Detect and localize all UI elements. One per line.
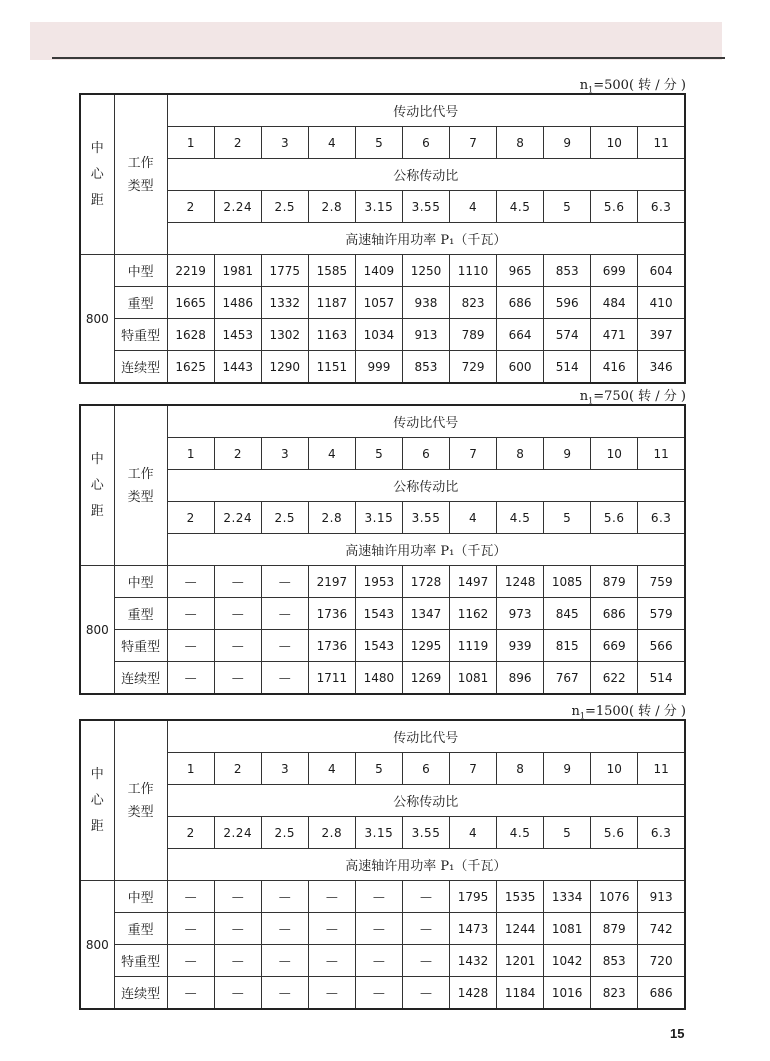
power-value-cell: — xyxy=(261,881,308,913)
power-value-cell: — xyxy=(402,881,449,913)
speed-label xyxy=(580,385,686,406)
speed-value: =750( 转 / 分 ) xyxy=(593,389,686,404)
nominal-ratio-cell: 2.5 xyxy=(261,817,308,849)
power-value-cell: — xyxy=(214,630,261,662)
page-number: 15 xyxy=(670,1026,685,1041)
power-value-cell: — xyxy=(167,945,214,977)
power-value-cell: — xyxy=(167,566,214,598)
power-table-block xyxy=(79,389,686,695)
power-value-cell: 514 xyxy=(638,662,685,695)
power-value-cell: 965 xyxy=(497,255,544,287)
ratio-code-cell: 6 xyxy=(402,127,449,159)
power-value-cell: 1163 xyxy=(308,319,355,351)
power-value-cell: 416 xyxy=(591,351,638,384)
power-value-cell: — xyxy=(308,945,355,977)
power-value-cell: 823 xyxy=(591,977,638,1010)
work-type-label-part: 类型 xyxy=(127,804,154,820)
speed-label xyxy=(580,74,686,95)
center-distance-value: 800 xyxy=(80,881,114,1010)
power-value-cell: 1184 xyxy=(497,977,544,1010)
header-ratio-code: 传动比代号 xyxy=(167,720,685,753)
ratio-code-cell: 7 xyxy=(450,438,497,470)
power-value-cell: — xyxy=(214,977,261,1010)
nominal-ratio-cell: 4 xyxy=(450,817,497,849)
ratio-code-cell: 2 xyxy=(214,127,261,159)
power-value-cell: 879 xyxy=(591,913,638,945)
power-value-cell: — xyxy=(167,881,214,913)
power-value-cell: — xyxy=(214,566,261,598)
nominal-ratio-cell: 4 xyxy=(450,191,497,223)
power-value-cell: 669 xyxy=(591,630,638,662)
power-value-cell: 1543 xyxy=(355,630,402,662)
power-value-cell: — xyxy=(167,977,214,1010)
ratio-code-cell: 5 xyxy=(355,438,402,470)
power-value-cell: 579 xyxy=(638,598,685,630)
table-row xyxy=(80,945,685,977)
work-type-cell: 重型 xyxy=(114,913,167,945)
ratio-code-cell: 1 xyxy=(167,753,214,785)
power-value-cell: — xyxy=(261,913,308,945)
power-value-cell: 742 xyxy=(638,913,685,945)
ratio-code-cell: 11 xyxy=(638,127,685,159)
work-type-label-part: 工作 xyxy=(127,781,154,797)
ratio-code-cell: 2 xyxy=(214,753,261,785)
work-type-cell: 连续型 xyxy=(114,662,167,695)
power-value-cell: 514 xyxy=(544,351,591,384)
center-distance-char: 距 xyxy=(90,503,104,519)
ratio-code-cell: 10 xyxy=(591,438,638,470)
nominal-ratio-cell: 5 xyxy=(544,191,591,223)
header-allowable-power: 高速轴许用功率 P₁（千瓦） xyxy=(167,849,685,881)
power-value-cell: 853 xyxy=(544,255,591,287)
table-row xyxy=(80,977,685,1010)
nominal-ratio-cell: 2.5 xyxy=(261,191,308,223)
power-value-cell: 823 xyxy=(450,287,497,319)
work-type-cell: 连续型 xyxy=(114,977,167,1010)
nominal-ratio-cell: 2.5 xyxy=(261,502,308,534)
power-value-cell: — xyxy=(308,881,355,913)
center-distance-char: 心 xyxy=(90,792,104,808)
power-value-cell: 1432 xyxy=(450,945,497,977)
work-type-cell: 特重型 xyxy=(114,630,167,662)
power-value-cell: 1081 xyxy=(450,662,497,695)
power-value-cell: 913 xyxy=(638,881,685,913)
power-value-cell: 1151 xyxy=(308,351,355,384)
power-value-cell: 1302 xyxy=(261,319,308,351)
power-value-cell: 566 xyxy=(638,630,685,662)
speed-value: =500( 转 / 分 ) xyxy=(593,78,686,93)
work-type-cell: 中型 xyxy=(114,566,167,598)
power-value-cell: — xyxy=(261,977,308,1010)
power-value-cell: 622 xyxy=(591,662,638,695)
table-row xyxy=(80,351,685,384)
ratio-code-cell: 1 xyxy=(167,438,214,470)
power-value-cell: 1076 xyxy=(591,881,638,913)
power-value-cell: — xyxy=(261,945,308,977)
power-value-cell: — xyxy=(214,945,261,977)
work-type-cell: 重型 xyxy=(114,598,167,630)
power-value-cell: — xyxy=(261,598,308,630)
ratio-code-cell: 5 xyxy=(355,753,402,785)
power-table xyxy=(79,719,686,1010)
header-ratio-code: 传动比代号 xyxy=(167,94,685,127)
power-value-cell: 1728 xyxy=(402,566,449,598)
speed-prefix: n xyxy=(579,389,589,404)
center-distance-char: 距 xyxy=(90,818,104,834)
header-nominal-ratio: 公称传动比 xyxy=(167,470,685,502)
power-value-cell: 815 xyxy=(544,630,591,662)
table-row xyxy=(80,630,685,662)
power-value-cell: — xyxy=(402,977,449,1010)
ratio-code-cell: 6 xyxy=(402,753,449,785)
power-value-cell: 1625 xyxy=(167,351,214,384)
ratio-code-cell: 10 xyxy=(591,127,638,159)
nominal-ratio-cell: 3.15 xyxy=(355,191,402,223)
power-value-cell: 789 xyxy=(450,319,497,351)
nominal-ratio-cell: 5.6 xyxy=(591,817,638,849)
work-type-label-part: 工作 xyxy=(127,466,154,482)
work-type-label-part: 工作 xyxy=(127,155,154,171)
power-value-cell: — xyxy=(308,913,355,945)
power-value-cell: 938 xyxy=(402,287,449,319)
power-value-cell: 973 xyxy=(497,598,544,630)
power-value-cell: 1443 xyxy=(214,351,261,384)
power-value-cell: 853 xyxy=(591,945,638,977)
power-value-cell: 999 xyxy=(355,351,402,384)
power-value-cell: 600 xyxy=(497,351,544,384)
power-value-cell: — xyxy=(167,598,214,630)
ratio-code-cell: 3 xyxy=(261,127,308,159)
power-value-cell: — xyxy=(355,977,402,1010)
ratio-code-cell: 5 xyxy=(355,127,402,159)
power-table-block xyxy=(79,704,686,1010)
power-table xyxy=(79,93,686,384)
power-value-cell: — xyxy=(214,913,261,945)
ratio-code-cell: 11 xyxy=(638,438,685,470)
power-value-cell: 1332 xyxy=(261,287,308,319)
power-value-cell: 879 xyxy=(591,566,638,598)
nominal-ratio-cell: 4 xyxy=(450,502,497,534)
work-type-cell: 中型 xyxy=(114,255,167,287)
speed-value: =1500( 转 / 分 ) xyxy=(584,704,686,719)
power-value-cell: 1162 xyxy=(450,598,497,630)
ratio-code-cell: 11 xyxy=(638,753,685,785)
power-value-cell: — xyxy=(214,662,261,695)
power-value-cell: 896 xyxy=(497,662,544,695)
power-value-cell: 1081 xyxy=(544,913,591,945)
work-type-label-part: 类型 xyxy=(127,178,154,194)
power-table-block xyxy=(79,78,686,384)
ratio-code-cell: 8 xyxy=(497,438,544,470)
power-value-cell: 1248 xyxy=(497,566,544,598)
power-value-cell: 1269 xyxy=(402,662,449,695)
power-value-cell: 410 xyxy=(638,287,685,319)
header-nominal-ratio: 公称传动比 xyxy=(167,785,685,817)
nominal-ratio-cell: 2 xyxy=(167,502,214,534)
center-distance-label xyxy=(80,405,114,566)
power-value-cell: 759 xyxy=(638,566,685,598)
nominal-ratio-cell: 5 xyxy=(544,502,591,534)
center-distance-label xyxy=(80,720,114,881)
power-value-cell: 729 xyxy=(450,351,497,384)
center-distance-value: 800 xyxy=(80,255,114,384)
power-value-cell: — xyxy=(308,977,355,1010)
ratio-code-cell: 9 xyxy=(544,753,591,785)
power-value-cell: 1711 xyxy=(308,662,355,695)
center-distance-value: 800 xyxy=(80,566,114,695)
ratio-code-cell: 1 xyxy=(167,127,214,159)
ratio-code-cell: 7 xyxy=(450,753,497,785)
nominal-ratio-cell: 2.8 xyxy=(308,502,355,534)
work-type-cell: 重型 xyxy=(114,287,167,319)
speed-subscript: 1 xyxy=(588,396,594,406)
power-value-cell: 397 xyxy=(638,319,685,351)
center-distance-char: 中 xyxy=(90,451,104,467)
header-ratio-code: 传动比代号 xyxy=(167,405,685,438)
ratio-code-cell: 10 xyxy=(591,753,638,785)
power-value-cell: 1775 xyxy=(261,255,308,287)
power-value-cell: 939 xyxy=(497,630,544,662)
table-row xyxy=(80,598,685,630)
power-value-cell: 1628 xyxy=(167,319,214,351)
power-value-cell: 1034 xyxy=(355,319,402,351)
power-value-cell: 1334 xyxy=(544,881,591,913)
nominal-ratio-cell: 6.3 xyxy=(638,191,685,223)
ratio-code-cell: 7 xyxy=(450,127,497,159)
power-value-cell: 1453 xyxy=(214,319,261,351)
power-value-cell: — xyxy=(261,630,308,662)
nominal-ratio-cell: 2.24 xyxy=(214,817,261,849)
power-value-cell: 1480 xyxy=(355,662,402,695)
nominal-ratio-cell: 6.3 xyxy=(638,817,685,849)
power-value-cell: — xyxy=(261,566,308,598)
work-type-cell: 特重型 xyxy=(114,319,167,351)
power-value-cell: 1736 xyxy=(308,630,355,662)
header-allowable-power: 高速轴许用功率 P₁（千瓦） xyxy=(167,223,685,255)
center-distance-char: 中 xyxy=(90,766,104,782)
ratio-code-cell: 4 xyxy=(308,127,355,159)
power-value-cell: 1042 xyxy=(544,945,591,977)
power-value-cell: 1585 xyxy=(308,255,355,287)
work-type-label-part: 类型 xyxy=(127,489,154,505)
power-value-cell: — xyxy=(402,945,449,977)
power-value-cell: — xyxy=(261,662,308,695)
nominal-ratio-cell: 3.55 xyxy=(402,191,449,223)
nominal-ratio-cell: 4.5 xyxy=(497,817,544,849)
power-value-cell: 1016 xyxy=(544,977,591,1010)
nominal-ratio-cell: 2 xyxy=(167,191,214,223)
nominal-ratio-cell: 5 xyxy=(544,817,591,849)
work-type-label xyxy=(114,405,167,566)
power-value-cell: 686 xyxy=(638,977,685,1010)
nominal-ratio-cell: 2.8 xyxy=(308,191,355,223)
power-value-cell: — xyxy=(167,662,214,695)
power-value-cell: 767 xyxy=(544,662,591,695)
work-type-cell: 特重型 xyxy=(114,945,167,977)
ratio-code-cell: 3 xyxy=(261,753,308,785)
center-distance-char: 距 xyxy=(90,192,104,208)
ratio-code-cell: 2 xyxy=(214,438,261,470)
power-value-cell: 1085 xyxy=(544,566,591,598)
power-value-cell: — xyxy=(214,881,261,913)
power-value-cell: 346 xyxy=(638,351,685,384)
power-value-cell: 1187 xyxy=(308,287,355,319)
table-row xyxy=(80,287,685,319)
ratio-code-cell: 9 xyxy=(544,127,591,159)
power-value-cell: 1110 xyxy=(450,255,497,287)
center-distance-label xyxy=(80,94,114,255)
work-type-cell: 连续型 xyxy=(114,351,167,384)
power-value-cell: 664 xyxy=(497,319,544,351)
power-value-cell: 596 xyxy=(544,287,591,319)
power-value-cell: 1057 xyxy=(355,287,402,319)
table-row xyxy=(80,913,685,945)
work-type-cell: 中型 xyxy=(114,881,167,913)
power-value-cell: 1736 xyxy=(308,598,355,630)
power-value-cell: 699 xyxy=(591,255,638,287)
power-value-cell: 1665 xyxy=(167,287,214,319)
power-value-cell: 1795 xyxy=(450,881,497,913)
center-distance-char: 中 xyxy=(90,140,104,156)
nominal-ratio-cell: 2 xyxy=(167,817,214,849)
power-value-cell: 1409 xyxy=(355,255,402,287)
header-allowable-power: 高速轴许用功率 P₁（千瓦） xyxy=(167,534,685,566)
power-value-cell: 1290 xyxy=(261,351,308,384)
nominal-ratio-cell: 2.8 xyxy=(308,817,355,849)
power-value-cell: 1486 xyxy=(214,287,261,319)
ratio-code-cell: 8 xyxy=(497,127,544,159)
nominal-ratio-cell: 3.55 xyxy=(402,502,449,534)
ratio-code-cell: 4 xyxy=(308,753,355,785)
power-value-cell: 1347 xyxy=(402,598,449,630)
speed-prefix: n xyxy=(571,704,580,719)
header-nominal-ratio: 公称传动比 xyxy=(167,159,685,191)
table-row xyxy=(80,319,685,351)
speed-subscript: 1 xyxy=(579,711,585,721)
power-value-cell: — xyxy=(167,630,214,662)
power-value-cell: 853 xyxy=(402,351,449,384)
work-type-label xyxy=(114,720,167,881)
power-value-cell: 574 xyxy=(544,319,591,351)
power-value-cell: 2219 xyxy=(167,255,214,287)
power-value-cell: 1250 xyxy=(402,255,449,287)
table-row xyxy=(80,881,685,913)
ratio-code-cell: 4 xyxy=(308,438,355,470)
center-distance-char: 心 xyxy=(90,477,104,493)
work-type-label xyxy=(114,94,167,255)
power-value-cell: 686 xyxy=(497,287,544,319)
power-value-cell: 1244 xyxy=(497,913,544,945)
nominal-ratio-cell: 4.5 xyxy=(497,191,544,223)
table-row xyxy=(80,255,685,287)
power-value-cell: 1543 xyxy=(355,598,402,630)
power-value-cell: 1981 xyxy=(214,255,261,287)
table-row xyxy=(80,566,685,598)
power-value-cell: 1201 xyxy=(497,945,544,977)
power-value-cell: 471 xyxy=(591,319,638,351)
power-value-cell: 1953 xyxy=(355,566,402,598)
nominal-ratio-cell: 5.6 xyxy=(591,502,638,534)
power-value-cell: 484 xyxy=(591,287,638,319)
power-value-cell: 913 xyxy=(402,319,449,351)
nominal-ratio-cell: 3.15 xyxy=(355,502,402,534)
speed-subscript: 1 xyxy=(588,85,594,95)
ratio-code-cell: 9 xyxy=(544,438,591,470)
power-value-cell: 2197 xyxy=(308,566,355,598)
center-distance-char: 心 xyxy=(90,166,104,182)
nominal-ratio-cell: 2.24 xyxy=(214,191,261,223)
nominal-ratio-cell: 4.5 xyxy=(497,502,544,534)
power-value-cell: — xyxy=(355,881,402,913)
nominal-ratio-cell: 6.3 xyxy=(638,502,685,534)
speed-prefix: n xyxy=(579,78,589,93)
power-value-cell: 1428 xyxy=(450,977,497,1010)
power-value-cell: — xyxy=(402,913,449,945)
nominal-ratio-cell: 3.55 xyxy=(402,817,449,849)
power-value-cell: 1497 xyxy=(450,566,497,598)
nominal-ratio-cell: 3.15 xyxy=(355,817,402,849)
nominal-ratio-cell: 2.24 xyxy=(214,502,261,534)
power-value-cell: 845 xyxy=(544,598,591,630)
speed-label xyxy=(572,700,687,721)
power-value-cell: — xyxy=(355,945,402,977)
power-value-cell: 686 xyxy=(591,598,638,630)
power-value-cell: — xyxy=(214,598,261,630)
ratio-code-cell: 6 xyxy=(402,438,449,470)
power-value-cell: — xyxy=(355,913,402,945)
power-value-cell: 1535 xyxy=(497,881,544,913)
table-row xyxy=(80,662,685,695)
power-value-cell: 1295 xyxy=(402,630,449,662)
nominal-ratio-cell: 5.6 xyxy=(591,191,638,223)
header-rule xyxy=(52,57,725,59)
power-value-cell: 1473 xyxy=(450,913,497,945)
power-value-cell: 604 xyxy=(638,255,685,287)
power-value-cell: — xyxy=(167,913,214,945)
ratio-code-cell: 3 xyxy=(261,438,308,470)
power-value-cell: 720 xyxy=(638,945,685,977)
header-band xyxy=(30,22,722,60)
power-table xyxy=(79,404,686,695)
ratio-code-cell: 8 xyxy=(497,753,544,785)
power-value-cell: 1119 xyxy=(450,630,497,662)
